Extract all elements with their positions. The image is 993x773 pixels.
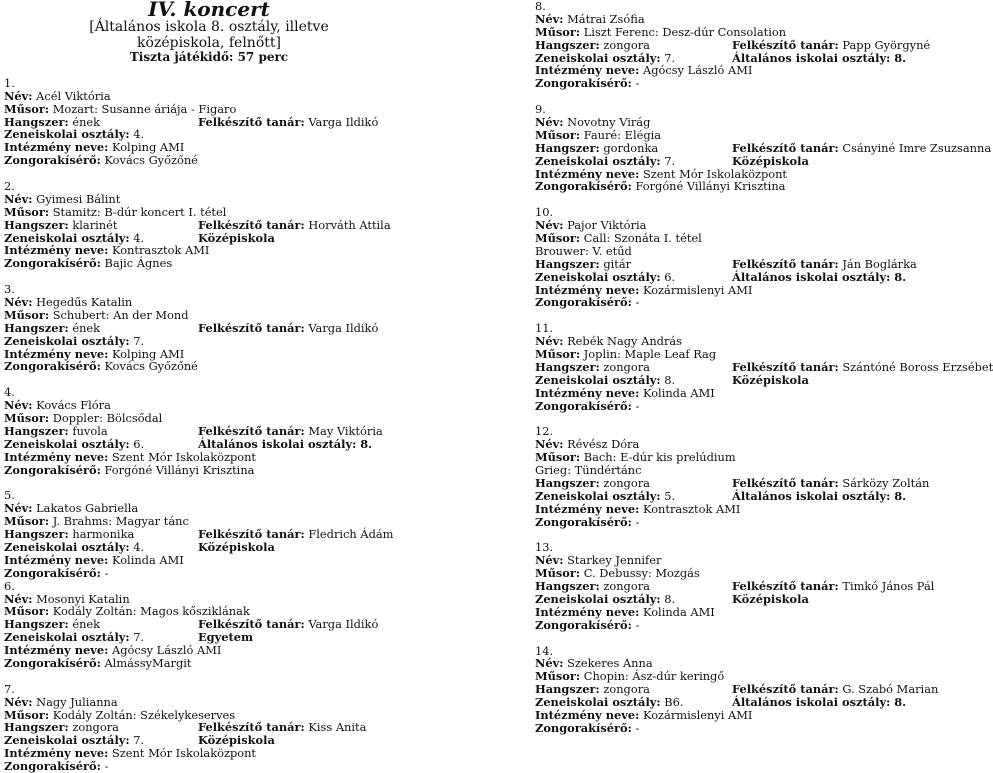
- entry-number: 3.: [4, 282, 15, 297]
- entry-number: 4.: [4, 385, 15, 400]
- school-level: Középiskola: [198, 733, 275, 748]
- entry-right-part: [198, 232, 275, 245]
- entry-spacer: [535, 309, 960, 322]
- entry-line: [4, 657, 464, 670]
- label-hangszer: Hangszer:: [4, 423, 69, 438]
- entry-right-part: [198, 116, 378, 129]
- label-hangszer: Hangszer:: [4, 720, 69, 735]
- label-intezmeny: Intézmény neve:: [535, 385, 640, 400]
- label-tanar: Felkészítő tanár:: [732, 140, 839, 155]
- label-tanar: Felkészítő tanár:: [198, 217, 305, 232]
- label-musor: Műsor:: [4, 307, 50, 322]
- instrument: ének: [72, 320, 101, 335]
- performer-name: Acél Viktória: [36, 88, 111, 103]
- entry-number: 2.: [4, 179, 15, 194]
- label-musor: Műsor:: [535, 566, 581, 581]
- entry-right-part: [732, 374, 809, 387]
- entry-right-part: [198, 322, 378, 335]
- teacher: Sárközy Zoltán: [842, 475, 930, 490]
- entry-line: [4, 257, 464, 270]
- performer-name: Mosonyi Katalin: [36, 591, 130, 606]
- label-musor: Műsor:: [535, 24, 581, 39]
- label-hangszer: Hangszer:: [4, 217, 69, 232]
- label-hangszer: Hangszer:: [535, 256, 600, 271]
- program-piece: Chopin: Ász-dúr keringő: [583, 669, 725, 684]
- performer-name: Rebék Nagy András: [567, 334, 683, 349]
- teacher: Kiss Anita: [308, 720, 367, 735]
- music-school-grade: 7.: [133, 733, 145, 748]
- entry-number: 13.: [535, 540, 554, 555]
- label-nev: Név:: [4, 398, 33, 413]
- program-entry: [4, 683, 464, 773]
- label-zeneiskolai: Zeneiskolai osztály:: [4, 539, 130, 554]
- accompanist: -: [635, 617, 640, 632]
- instrument: ének: [72, 617, 101, 632]
- institution: Szent Mór Iskolaközpont: [642, 166, 788, 181]
- label-zeneiskolai: Zeneiskolai osztály:: [535, 372, 661, 387]
- label-tanar: Felkészítő tanár:: [732, 682, 839, 697]
- playing-time: Tiszta játékidő: 57 perc: [129, 50, 289, 64]
- label-musor: Műsor:: [4, 101, 50, 116]
- program-piece: Kodály Zoltán: Magos kősziklának: [52, 604, 250, 619]
- institution: Szent Mór Iskolaközpont: [111, 746, 257, 761]
- entry-number: 10.: [535, 205, 554, 220]
- program-piece: Liszt Ferenc: Desz-dúr Consolation: [583, 24, 787, 39]
- school-level: Egyetem: [198, 630, 254, 645]
- label-zeneiskolai: Zeneiskolai osztály:: [535, 488, 661, 503]
- entry-spacer: [535, 735, 960, 748]
- entry-number: 11.: [535, 321, 554, 336]
- label-hangszer: Hangszer:: [4, 617, 69, 632]
- instrument: gordonka: [603, 140, 659, 155]
- label-hangszer: Hangszer:: [4, 320, 69, 335]
- label-zeneiskolai: Zeneiskolai osztály:: [4, 230, 130, 245]
- teacher: G. Szabó Marian: [842, 682, 939, 697]
- school-level: Középiskola: [732, 591, 809, 606]
- label-tanar: Felkészítő tanár:: [732, 579, 839, 594]
- teacher: Timkó János Pál: [842, 579, 935, 594]
- program-piece: Stamitz: B-dúr koncert I. tétel: [52, 204, 227, 219]
- instrument: ének: [72, 114, 101, 129]
- music-school-grade: 8.: [664, 591, 676, 606]
- accompanist: -: [635, 514, 640, 529]
- accompanist: -: [635, 398, 640, 413]
- music-school-grade: 4.: [133, 127, 145, 142]
- label-nev: Név:: [535, 334, 564, 349]
- label-kisero: Zongorakísérő:: [535, 295, 632, 310]
- program-piece: J. Brahms: Magyar tánc: [52, 514, 189, 529]
- label-zeneiskolai: Zeneiskolai osztály:: [4, 733, 130, 748]
- entry-right-part: [732, 696, 906, 709]
- program-piece: Kodály Zoltán: Székelykeserves: [52, 707, 236, 722]
- music-school-grade: B6.: [664, 695, 684, 710]
- label-nev: Név:: [4, 88, 33, 103]
- institution: Kolping AMI: [111, 346, 185, 361]
- instrument: fuvola: [72, 423, 108, 438]
- label-intezmeny: Intézmény neve:: [4, 243, 109, 258]
- label-kisero: Zongorakísérő:: [535, 720, 632, 735]
- label-nev: Név:: [4, 591, 33, 606]
- entry-line: [4, 464, 464, 477]
- performer-name: Szekeres Anna: [567, 656, 653, 671]
- entry-number: 1.: [4, 75, 15, 90]
- entry-spacer: [4, 373, 464, 386]
- teacher: Varga Ildikó: [308, 320, 379, 335]
- label-zeneiskolai: Zeneiskolai osztály:: [4, 630, 130, 645]
- label-musor: Műsor:: [4, 604, 50, 619]
- entry-line: [535, 619, 960, 632]
- music-school-grade: 7.: [664, 50, 676, 65]
- teacher: May Viktória: [308, 423, 383, 438]
- institution: Agócsy László AMI: [642, 63, 753, 78]
- accompanist: Forgóné Villányi Krisztina: [104, 462, 255, 477]
- performer-name: Lakatos Gabriella: [36, 501, 139, 516]
- teacher: Horváth Attila: [308, 217, 391, 232]
- label-intezmeny: Intézmény neve:: [535, 707, 640, 722]
- program-entry: [535, 425, 960, 541]
- performer-name: Nagy Julianna: [36, 694, 118, 709]
- label-intezmeny: Intézmény neve:: [535, 63, 640, 78]
- program-piece: C. Debussy: Mozgás: [583, 566, 700, 581]
- entry-spacer: [535, 529, 960, 542]
- entry-spacer: [535, 193, 960, 206]
- label-intezmeny: Intézmény neve:: [535, 501, 640, 516]
- entry-spacer: [535, 90, 960, 103]
- school-level: Középiskola: [732, 153, 809, 168]
- label-nev: Név:: [4, 694, 33, 709]
- accompanist: -: [104, 759, 109, 773]
- institution: Kolinda AMI: [111, 552, 184, 567]
- instrument: zongora: [603, 682, 650, 697]
- program-entry: [535, 541, 960, 644]
- performer-name: Starkey Jennifer: [567, 553, 662, 568]
- performer-name: Révész Dóra: [567, 437, 640, 452]
- label-nev: Név:: [535, 11, 564, 26]
- program-entry: [4, 386, 464, 489]
- label-tanar: Felkészítő tanár:: [732, 359, 839, 374]
- entry-number: 6.: [4, 578, 15, 593]
- entry-number: 5.: [4, 488, 15, 503]
- entry-spacer: [4, 477, 464, 490]
- label-intezmeny: Intézmény neve:: [4, 552, 109, 567]
- right-entry-list: [535, 0, 993, 748]
- entry-line: [4, 567, 464, 580]
- entry-spacer: [535, 632, 960, 645]
- label-tanar: Felkészítő tanár:: [732, 256, 839, 271]
- music-school-grade: 7.: [664, 153, 676, 168]
- label-kisero: Zongorakísérő:: [535, 617, 632, 632]
- entry-right-part: [198, 541, 275, 554]
- label-kisero: Zongorakísérő:: [4, 565, 101, 580]
- label-nev: Név:: [535, 437, 564, 452]
- performer-name: Mátrai Zsófia: [567, 11, 645, 26]
- label-musor: Műsor:: [4, 707, 50, 722]
- label-musor: Műsor:: [535, 127, 581, 142]
- program-entry: [4, 283, 464, 386]
- entry-right-part: [732, 271, 906, 284]
- left-entry-list: [4, 64, 464, 773]
- accompanist: -: [635, 720, 640, 735]
- label-tanar: Felkészítő tanár:: [732, 475, 839, 490]
- label-intezmeny: Intézmény neve:: [4, 643, 109, 658]
- label-nev: Név:: [535, 656, 564, 671]
- program-piece: Joplin: Maple Leaf Rag: [583, 347, 717, 362]
- institution: Kolping AMI: [111, 140, 185, 155]
- instrument: zongora: [603, 37, 650, 52]
- program-entry: [4, 77, 464, 180]
- program-entry: [535, 321, 993, 425]
- institution: Kontrasztok AMI: [642, 501, 741, 516]
- program-entry: [535, 206, 960, 322]
- teacher: Fledrich Ádám: [308, 527, 394, 542]
- entry-line: [535, 296, 960, 309]
- teacher: Ján Boglárka: [842, 256, 917, 271]
- label-zeneiskolai: Zeneiskolai osztály:: [535, 269, 661, 284]
- label-musor: Műsor:: [535, 450, 581, 465]
- accompanist: Forgóné Villányi Krisztina: [635, 179, 786, 194]
- label-intezmeny: Intézmény neve:: [535, 282, 640, 297]
- accompanist: -: [104, 565, 109, 580]
- music-school-grade: 4.: [133, 539, 145, 554]
- label-nev: Név:: [535, 115, 564, 130]
- program-piece: Fauré: Elégia: [583, 127, 662, 142]
- program-piece: Bach: E-dúr kis prelúdium: [583, 450, 736, 465]
- page-title: IV. koncert: [148, 0, 270, 21]
- label-hangszer: Hangszer:: [535, 682, 600, 697]
- entry-spacer: [4, 270, 464, 283]
- page-subtitle: [Általános iskola 8. osztály, illetve középiskola, felnőtt]: [89, 19, 329, 51]
- label-hangszer: Hangszer:: [535, 359, 600, 374]
- label-tanar: Felkészítő tanár:: [198, 320, 305, 335]
- performer-name: Novotny Virág: [567, 115, 651, 130]
- accompanist: AlmássyMargit: [104, 655, 192, 670]
- label-kisero: Zongorakísérő:: [4, 256, 101, 271]
- music-school-grade: 6.: [133, 436, 145, 451]
- program-entry: [535, 645, 960, 748]
- entry-line: [4, 360, 464, 373]
- institution: Kozármislenyi AMI: [642, 707, 753, 722]
- instrument: klarinét: [72, 217, 118, 232]
- teacher: Csányiné Imre Zsuzsanna: [842, 140, 992, 155]
- label-hangszer: Hangszer:: [535, 37, 600, 52]
- instrument: harmonika: [72, 527, 135, 542]
- school-level: Általános iskolai osztály: 8.: [198, 436, 373, 451]
- entry-line: [535, 400, 960, 413]
- header-spacer: [4, 64, 464, 77]
- entry-spacer: [4, 670, 464, 683]
- label-nev: Név:: [535, 553, 564, 568]
- header: [44, 0, 374, 64]
- performer-name: Hegedűs Katalin: [36, 295, 133, 310]
- accompanist: Kovács Győzőné: [104, 359, 198, 374]
- music-school-grade: 8.: [664, 372, 676, 387]
- label-tanar: Felkészítő tanár:: [198, 527, 305, 542]
- label-nev: Név:: [535, 218, 564, 233]
- label-intezmeny: Intézmény neve:: [4, 346, 109, 361]
- label-musor: Műsor:: [535, 231, 581, 246]
- label-musor: Műsor:: [4, 514, 50, 529]
- label-zeneiskolai: Zeneiskolai osztály:: [535, 50, 661, 65]
- school-level: Középiskola: [198, 230, 275, 245]
- entry-number: 14.: [535, 643, 554, 658]
- label-zeneiskolai: Zeneiskolai osztály:: [535, 591, 661, 606]
- entry-line: [4, 154, 464, 167]
- accompanist: Kovács Győzőné: [104, 153, 198, 168]
- teacher: Szántóné Boross Erzsébet: [842, 359, 993, 374]
- entry-number: 8.: [535, 0, 546, 13]
- music-school-grade: 4.: [133, 230, 145, 245]
- program-piece: Doppler: Bölcsődal: [52, 411, 163, 426]
- performer-name: Pajor Viktória: [567, 218, 647, 233]
- label-nev: Név:: [4, 295, 33, 310]
- institution: Szent Mór Iskolaközpont: [111, 449, 257, 464]
- music-school-grade: 7.: [133, 630, 145, 645]
- label-kisero: Zongorakísérő:: [535, 398, 632, 413]
- label-zeneiskolai: Zeneiskolai osztály:: [4, 436, 130, 451]
- label-tanar: Felkészítő tanár:: [198, 720, 305, 735]
- accompanist: Bajic Ágnes: [104, 256, 173, 271]
- label-kisero: Zongorakísérő:: [535, 514, 632, 529]
- label-tanar: Felkészítő tanár:: [732, 37, 839, 52]
- entry-number: 12.: [535, 424, 554, 439]
- school-level: Általános iskolai osztály: 8.: [732, 269, 907, 284]
- label-musor: Műsor:: [535, 669, 581, 684]
- program-entry: [4, 489, 464, 579]
- label-hangszer: Hangszer:: [535, 140, 600, 155]
- label-zeneiskolai: Zeneiskolai osztály:: [535, 695, 661, 710]
- label-hangszer: Hangszer:: [4, 527, 69, 542]
- label-intezmeny: Intézmény neve:: [535, 604, 640, 619]
- label-kisero: Zongorakísérő:: [4, 759, 101, 773]
- institution: Kolinda AMI: [642, 604, 715, 619]
- label-zeneiskolai: Zeneiskolai osztály:: [4, 127, 130, 142]
- entry-line: [535, 516, 960, 529]
- school-level: Általános iskolai osztály: 8.: [732, 488, 907, 503]
- performer-name: Kovács Flóra: [36, 398, 111, 413]
- entry-right-part: [732, 490, 906, 503]
- accompanist: -: [635, 295, 640, 310]
- program-piece-2: Brouwer: V. etűd: [535, 243, 632, 258]
- label-nev: Név:: [4, 191, 33, 206]
- accompanist: -: [635, 76, 640, 91]
- label-hangszer: Hangszer:: [535, 579, 600, 594]
- left-column: [4, 0, 464, 773]
- label-intezmeny: Intézmény neve:: [4, 746, 109, 761]
- label-kisero: Zongorakísérő:: [4, 153, 101, 168]
- entry-line: [4, 760, 464, 773]
- program-piece: Schubert: An der Mond: [52, 307, 189, 322]
- entry-number: 9.: [535, 102, 546, 117]
- label-musor: Műsor:: [535, 347, 581, 362]
- teacher: Varga Ildikó: [308, 114, 379, 129]
- label-intezmeny: Intézmény neve:: [535, 166, 640, 181]
- program-entry: [4, 180, 464, 283]
- instrument: zongora: [603, 475, 650, 490]
- music-school-grade: 7.: [133, 333, 145, 348]
- school-level: Általános iskolai osztály: 8.: [732, 50, 907, 65]
- entry-line: [535, 722, 960, 735]
- program-entry: [535, 0, 960, 103]
- label-zeneiskolai: Zeneiskolai osztály:: [4, 333, 130, 348]
- label-hangszer: Hangszer:: [4, 114, 69, 129]
- institution: Kozármislenyi AMI: [642, 282, 753, 297]
- instrument: gitár: [603, 256, 632, 271]
- performer-name: Gyimesi Bálint: [36, 191, 121, 206]
- label-musor: Műsor:: [4, 411, 50, 426]
- instrument: zongora: [603, 359, 650, 374]
- program-entry: [4, 580, 464, 683]
- music-school-grade: 5.: [664, 488, 676, 503]
- program-entry: [535, 102, 992, 206]
- label-tanar: Felkészítő tanár:: [198, 617, 305, 632]
- institution: Kolinda AMI: [642, 385, 715, 400]
- label-nev: Név:: [4, 501, 33, 516]
- label-kisero: Zongorakísérő:: [535, 76, 632, 91]
- label-tanar: Felkészítő tanár:: [198, 423, 305, 438]
- entry-number: 7.: [4, 681, 15, 696]
- teacher: Varga Ildikó: [308, 617, 379, 632]
- label-kisero: Zongorakísérő:: [4, 462, 101, 477]
- label-kisero: Zongorakísérő:: [4, 655, 101, 670]
- label-zeneiskolai: Zeneiskolai osztály:: [535, 153, 661, 168]
- label-intezmeny: Intézmény neve:: [4, 140, 109, 155]
- school-level: Középiskola: [732, 372, 809, 387]
- teacher: Papp Györgyné: [842, 37, 931, 52]
- label-hangszer: Hangszer:: [535, 475, 600, 490]
- right-column: [535, 0, 993, 748]
- program-piece: Call: Szonáta I. tétel: [583, 231, 702, 246]
- instrument: zongora: [72, 720, 119, 735]
- program-piece: Mozart: Susanne áriája - Figaro: [52, 101, 237, 116]
- institution: Agócsy László AMI: [111, 643, 222, 658]
- entry-line: [535, 77, 960, 90]
- label-tanar: Felkészítő tanár:: [198, 114, 305, 129]
- entry-spacer: [4, 167, 464, 180]
- institution: Kontrasztok AMI: [111, 243, 210, 258]
- entry-right-part: [732, 593, 809, 606]
- label-musor: Műsor:: [4, 204, 50, 219]
- entry-spacer: [535, 413, 960, 426]
- label-kisero: Zongorakísérő:: [4, 359, 101, 374]
- music-school-grade: 6.: [664, 269, 676, 284]
- entry-right-part: [732, 52, 906, 65]
- label-intezmeny: Intézmény neve:: [4, 449, 109, 464]
- school-level: Középiskola: [198, 539, 275, 554]
- label-kisero: Zongorakísérő:: [535, 179, 632, 194]
- program-piece-2: Grieg: Tündértánc: [535, 463, 642, 478]
- instrument: zongora: [603, 579, 650, 594]
- school-level: Általános iskolai osztály: 8.: [732, 695, 907, 710]
- entry-line: [535, 180, 960, 193]
